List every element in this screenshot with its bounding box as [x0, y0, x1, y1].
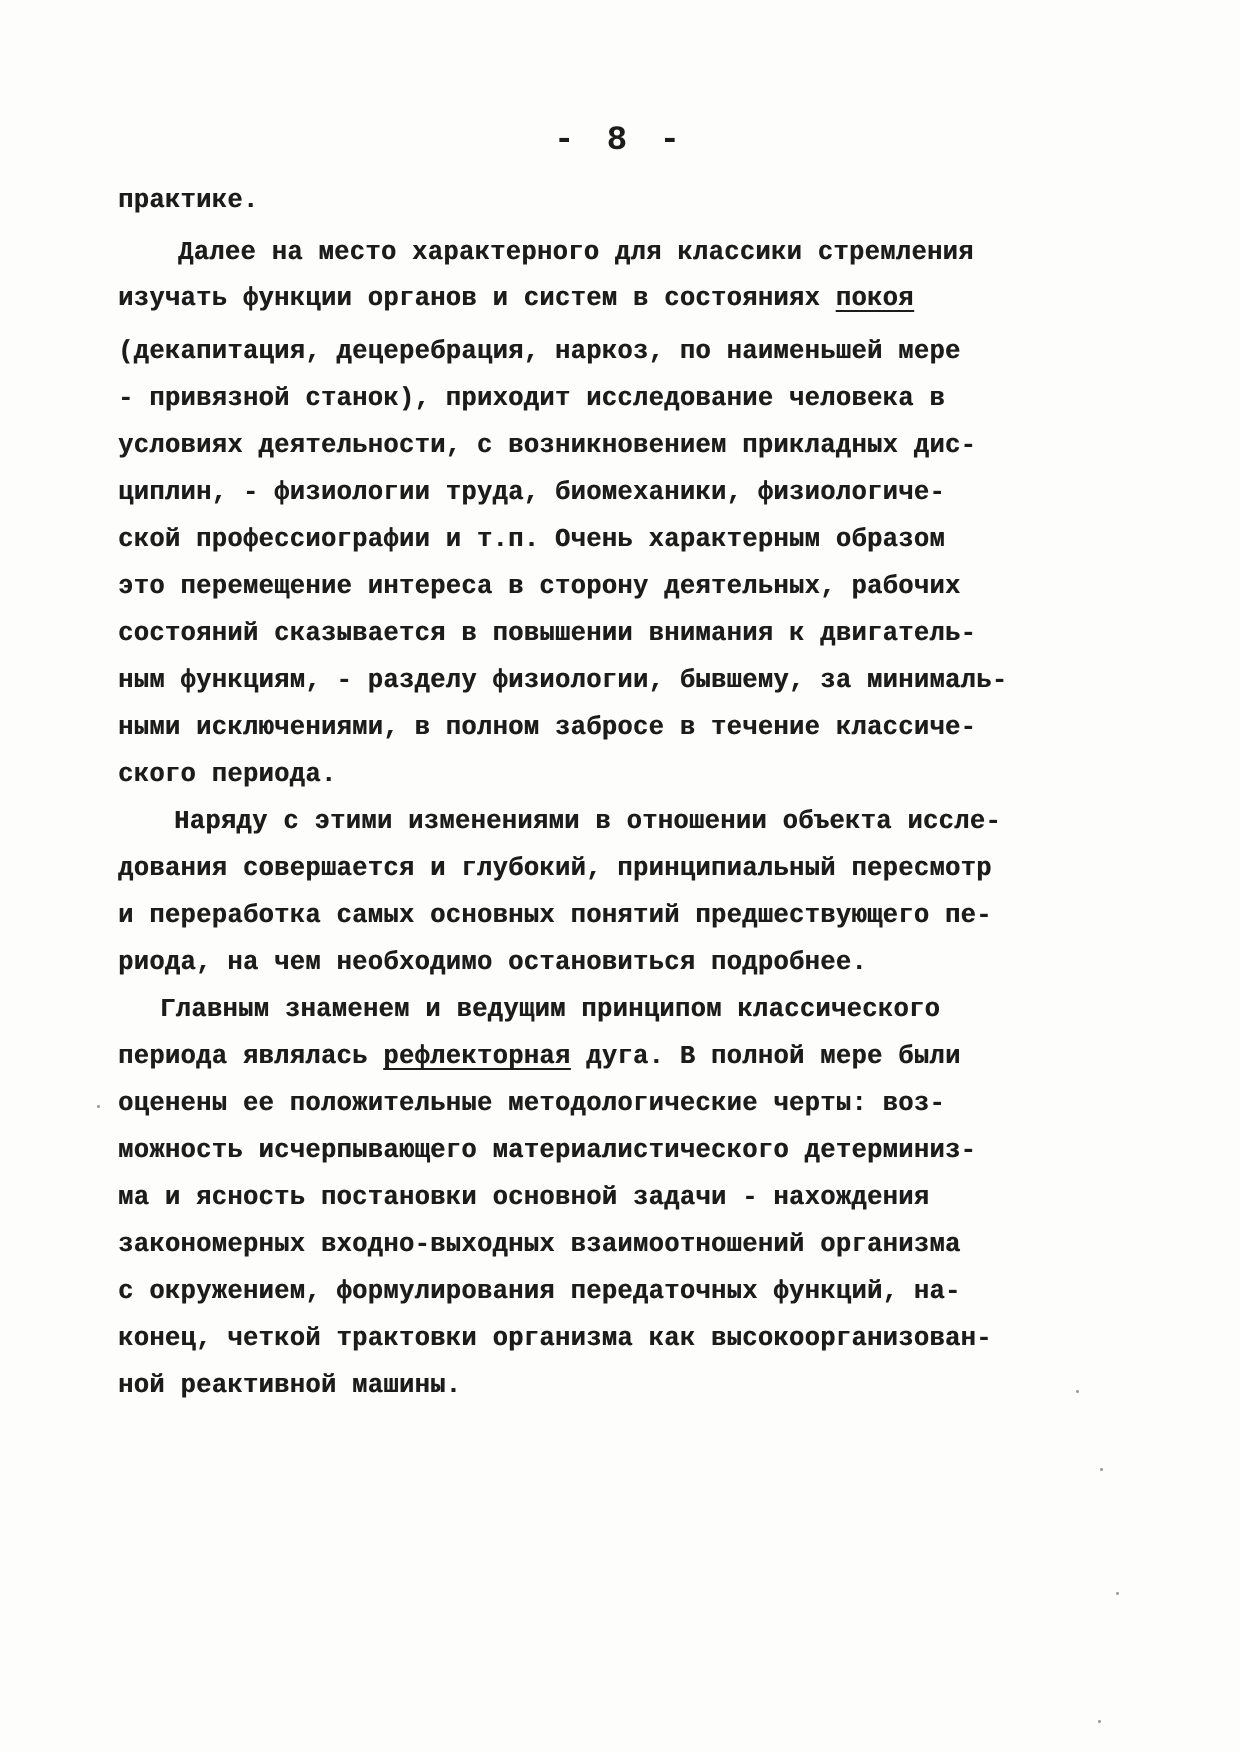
scan-speck [1076, 1390, 1079, 1393]
text-line: ского периода. [118, 760, 337, 789]
text-line: (декапитация, децеребрация, наркоз, по наименьшей мере [118, 337, 961, 366]
paragraph-first-line: Главным знаменем и ведущим принципом классического [160, 995, 941, 1024]
text-line: с окружением, формулирования передаточных функций, на- [118, 1277, 961, 1306]
text-line: конец, четкой трактовки организма как высокоорганизован- [118, 1324, 992, 1353]
text-line: ской профессиографии и т.п. Очень характерным образом [118, 525, 945, 554]
underlined-term: покоя [835, 284, 914, 313]
text-line: ными исключениями, в полном забросе в течение классиче- [118, 713, 977, 742]
text-segment: изучать функции органов и систем в состояниях [118, 284, 836, 313]
text-line: циплин, - физиологии труда, биомеханики, физиологиче- [118, 478, 945, 507]
text-line: состояний сказывается в повышении внимания к двигатель- [118, 619, 977, 648]
text-line [118, 284, 914, 314]
scan-speck [97, 1105, 100, 1108]
text-line: дования совершается и глубокий, принципиальный пересмотр [118, 854, 992, 883]
text-line: закономерных входно-выходных взаимоотношений организма [118, 1230, 961, 1259]
text-line: и переработка самых основных понятий предшествующего пе- [118, 901, 992, 930]
text-line: ма и ясность постановки основной задачи - нахождения [118, 1183, 930, 1212]
text-line: риода, на чем необходимо остановиться подробнее. [118, 948, 867, 977]
text-line: можность исчерпывающего материалистического детерминиз- [118, 1136, 977, 1165]
text-line: оценены ее положительные методологические черты: воз- [118, 1089, 945, 1118]
text-line [118, 1042, 961, 1072]
page-number: - 8 - [553, 122, 687, 160]
scan-speck [1116, 1592, 1119, 1595]
paragraph-first-line: Далее на место характерного для классики стремления [178, 238, 974, 267]
text-segment: дуга. В полной мере были [570, 1042, 961, 1071]
paragraph-first-line: Наряду с этими изменениями в отношении объекта иссле- [174, 807, 1001, 836]
scan-speck [1098, 1720, 1101, 1723]
text-line: - привязной станок), приходит исследование человека в [118, 384, 945, 413]
text-line: практике. [118, 186, 259, 215]
underlined-term: рефлекторная [383, 1042, 571, 1071]
scan-speck [1100, 1468, 1103, 1471]
text-line: ной реактивной машины. [118, 1371, 462, 1400]
text-line: это перемещение интереса в сторону деятельных, рабочих [118, 572, 961, 601]
text-segment: периода являлась [118, 1042, 384, 1071]
text-line: ным функциям, - разделу физиологии, бывшему, за минималь- [118, 666, 1008, 695]
text-line: условиях деятельности, с возникновением прикладных дис- [118, 431, 977, 460]
